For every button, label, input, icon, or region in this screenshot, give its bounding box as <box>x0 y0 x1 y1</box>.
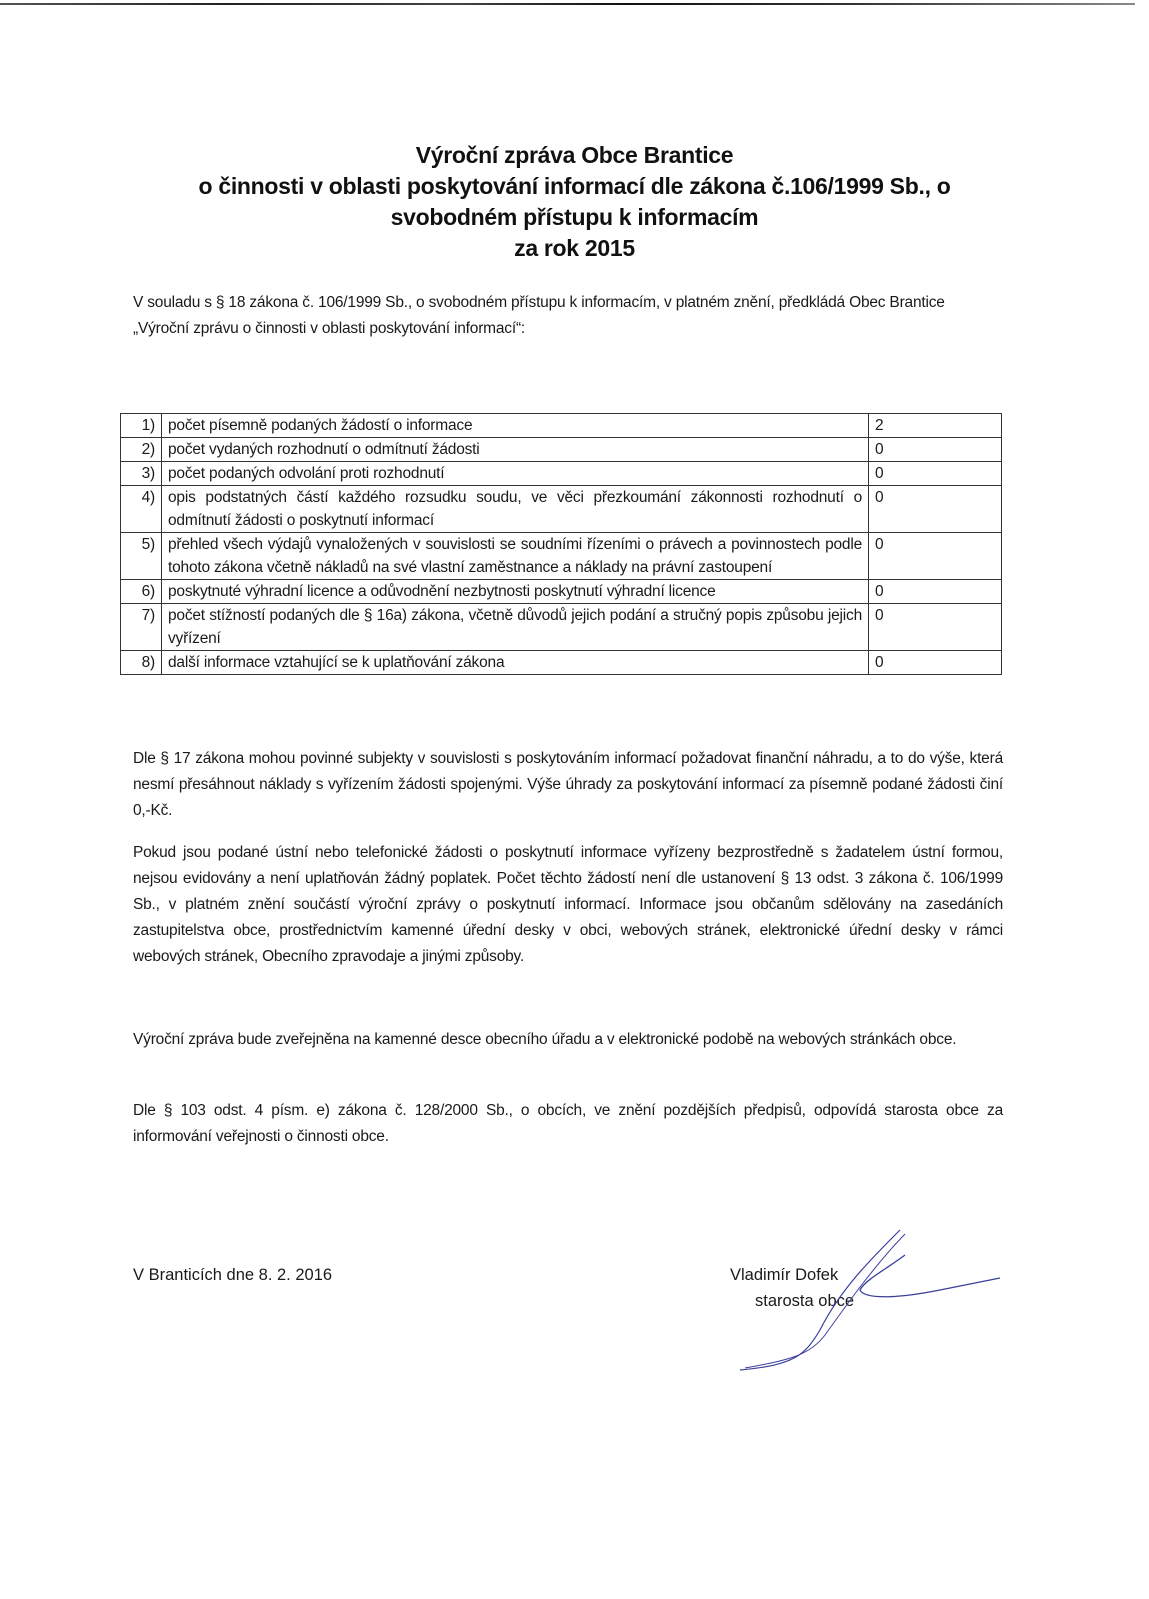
row-description: počet podaných odvolání proti rozhodnutí <box>162 462 869 486</box>
handwritten-signature <box>700 1220 1030 1380</box>
document-title <box>0 140 1149 264</box>
row-number: 6) <box>121 580 162 604</box>
title-line: svobodném přístupu k informacím <box>390 204 759 230</box>
row-value: 0 <box>869 533 1002 580</box>
table-row <box>121 651 1002 675</box>
row-number: 5) <box>121 533 162 580</box>
row-value: 0 <box>869 580 1002 604</box>
row-description: poskytnuté výhradní licence a odůvodnění nezbytnosti poskytnutí výhradní licence <box>162 580 869 604</box>
row-number: 2) <box>121 438 162 462</box>
row-number: 3) <box>121 462 162 486</box>
row-value: 0 <box>869 604 1002 651</box>
row-description: počet stížností podaných dle § 16a) zákona, včetně důvodů jejich podání a stručný popis způsobu jejich vyřízení <box>162 604 869 651</box>
table-row <box>121 486 1002 533</box>
signature-stroke <box>740 1230 900 1370</box>
row-number: 1) <box>121 414 162 438</box>
row-value: 0 <box>869 486 1002 533</box>
row-description: další informace vztahující se k uplatňování zákona <box>162 651 869 675</box>
table-row <box>121 580 1002 604</box>
title-line: o činnosti v oblasti poskytování informací dle zákona č.106/1999 Sb., o <box>198 173 951 199</box>
row-number: 8) <box>121 651 162 675</box>
title-line: Výroční zpráva Obce Brantice <box>415 142 734 168</box>
row-number: 4) <box>121 486 162 533</box>
fee-paragraph: Dle § 17 zákona mohou povinné subjekty v souvislosti s poskytováním informací požadovat finanční náhradu, a to do výše, která nesmí přesáhnout náklady s vyřízením žádosti spojenými. Výše úhrady za poskytování informací za písemně podané žádosti činí 0,-Kč. <box>133 750 1003 819</box>
publication-paragraph: Výroční zpráva bude zveřejněna na kamenné desce obecního úřadu a v elektronické podobě na webových stránkách obce. <box>133 1031 957 1048</box>
row-value: 2 <box>869 414 1002 438</box>
table-row <box>121 414 1002 438</box>
signer-name: Vladimír Dofek <box>730 1266 839 1284</box>
row-value: 0 <box>869 462 1002 486</box>
intro-paragraph: V souladu s § 18 zákona č. 106/1999 Sb., o svobodném přístupu k informacím, v platném znění, předkládá Obec Brantice „Výroční zprávu o činnosti v oblasti poskytování informací“: <box>133 294 945 337</box>
row-value: 0 <box>869 438 1002 462</box>
row-description: počet vydaných rozhodnutí o odmítnutí žádosti <box>162 438 869 462</box>
row-description: přehled všech výdajů vynaložených v souvislosti se soudními řízeními o právech a povinnostech podle tohoto zákona včetně nákladů na své vlastní zaměstnance a náklady na právní zastoupení <box>162 533 869 580</box>
table-row <box>121 533 1002 580</box>
row-number: 7) <box>121 604 162 651</box>
signature-stroke <box>745 1234 905 1368</box>
scan-edge-line <box>0 3 1135 5</box>
place-date: V Branticích dne 8. 2. 2016 <box>133 1266 333 1284</box>
responsibility-paragraph: Dle § 103 odst. 4 písm. e) zákona č. 128/2000 Sb., o obcích, ve znění pozdějších předpisů, odpovídá starosta obce za informování veřejnosti o činnosti obce. <box>133 1102 1003 1145</box>
table-row <box>121 438 1002 462</box>
row-value: 0 <box>869 651 1002 675</box>
row-description: počet písemně podaných žádostí o informace <box>162 414 869 438</box>
oral-requests-paragraph: Pokud jsou podané ústní nebo telefonické žádosti o poskytnutí informace vyřízeny bezprostředně s žadatelem ústní formou, nejsou evidovány a není uplatňován žádný poplatek. Počet těchto žádostí není dle ustanovení § 13 odst. 3 zákona č. 106/1999 Sb., v platném znění součástí výroční zprávy o poskytnutí informací. Informace jsou občanům sdělovány na zasedáních zastupitelstva obce, prostřednictvím kamenné úřední desky v obci, webových stránek, elektronické úřední desky v rámci webových stránek, Obecního zpravodaje a jinými způsoby. <box>133 844 1003 965</box>
report-table <box>120 413 1002 675</box>
table-row <box>121 462 1002 486</box>
row-description: opis podstatných částí každého rozsudku soudu, ve věci přezkoumání zákonnosti rozhodnutí o odmítnutí žádosti o poskytnutí informací <box>162 486 869 533</box>
title-line: za rok 2015 <box>514 235 635 261</box>
table-row <box>121 604 1002 651</box>
signer-role: starosta obce <box>755 1292 855 1310</box>
